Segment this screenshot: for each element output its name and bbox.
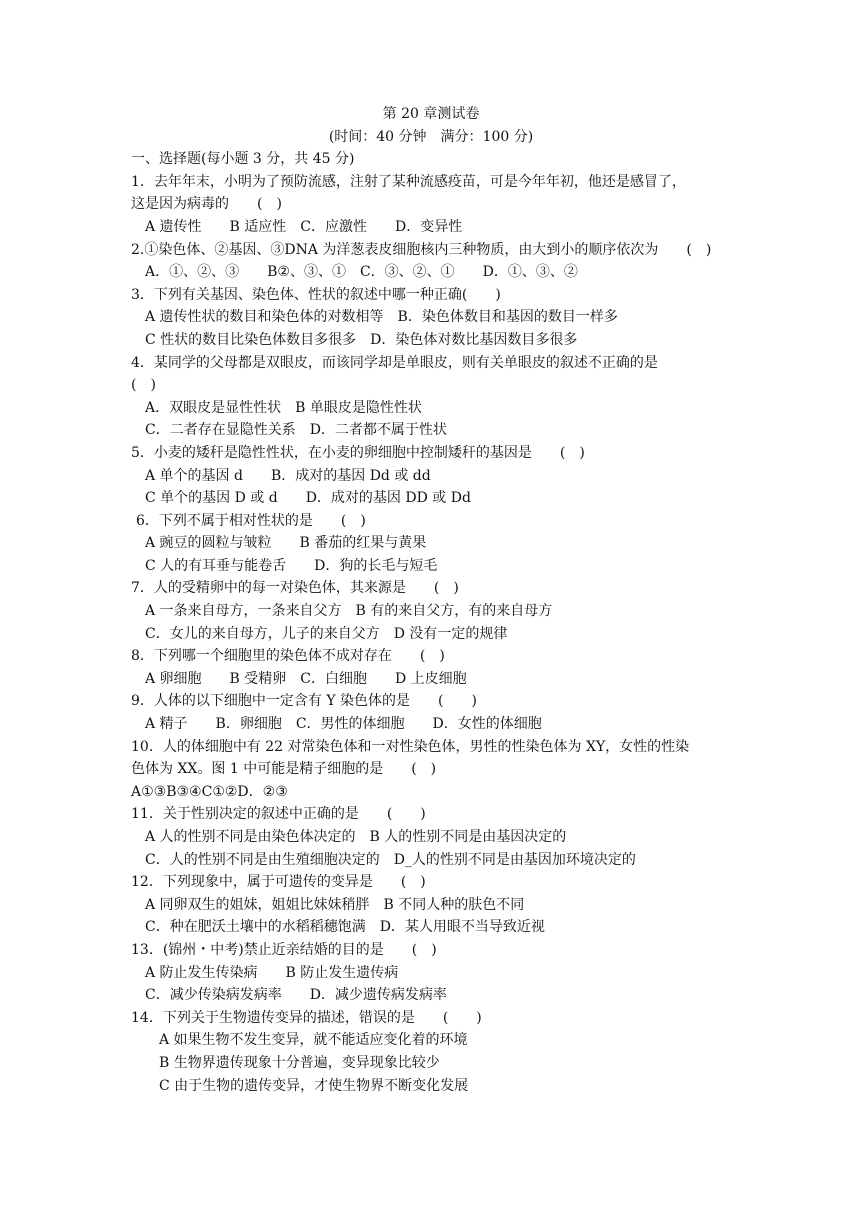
question-7-options-1: A 一条来自母方，一条来自父方 B 有的来自父方，有的来自母方 [145,603,553,620]
exam-content [131,103,731,1097]
question-10-options: A①③B③④C①②D．②③ [131,783,288,800]
question-6-line-1: 6．下列不属于相对性状的是 ( ) [136,512,366,529]
question-8-line-1: 8．下列哪一个细胞里的染色体不成对存在 ( ) [131,648,445,665]
question-10-line-1: 10．人的体细胞中有 22 对常染色体和一对性染色体，男性的性染色体为 XY，女性的性染 [131,738,690,755]
question-3-line-1: 3．下列有关基因、染色体、性状的叙述中哪一种正确( ) [131,286,501,303]
question-4-line-1: 4．某同学的父母都是双眼皮，而该同学却是单眼皮，则有关单眼皮的叙述不正确的是 [131,354,658,371]
question-14-option-c: C 由于生物的遗传变异，才使生物界不断变化发展 [159,1077,469,1094]
question-5-line-1: 5．小麦的矮秆是隐性性状，在小麦的卵细胞中控制矮秆的基因是 ( ) [131,444,585,461]
question-9-line-1: 9．人体的以下细胞中一定含有 Y 染色体的是 ( ) [131,693,477,710]
question-11-line-1: 11．关于性别决定的叙述中正确的是 ( ) [131,806,426,823]
question-3-options-2: C 性状的数目比染色体数目多很多 D．染色体对数比基因数目多很多 [145,331,578,348]
question-14-option-b: B 生物界遗传现象十分普遍，变异现象比较少 [159,1054,440,1071]
question-1-options: A 遗传性 B 适应性 C．应激性 D．变异性 [145,218,463,235]
question-7-options-2: C．女儿的来自母方，儿子的来自父方 D 没有一定的规律 [145,625,508,642]
section-heading: 一、选择题(每小题 3 分，共 45 分) [131,151,355,168]
question-5-options-1: A 单个的基因 d B．成对的基因 Dd 或 dd [145,467,431,484]
question-4-options-2: C．二者存在显隐性关系 D．二者都不属于性状 [145,422,447,439]
question-1-line-1: 1．去年年末，小明为了预防流感，注射了某种流感疫苗，可是今年年初，他还是感冒了， [131,173,686,190]
question-10-line-2: 色体为 XX。图 1 中可能是精子细胞的是 ( ) [131,761,437,778]
question-13-line-1: 13．(锦州・中考)禁止近亲结婚的目的是 ( ) [131,941,437,958]
question-4-line-2: ( ) [131,377,156,394]
question-4-options-1: A．双眼皮是显性性状 B 单眼皮是隐性性状 [145,399,422,416]
question-5-options-2: C 单个的基因 D 或 d D．成对的基因 DD 或 Dd [145,490,471,507]
question-13-options-1: A 防止发生传染病 B 防止发生遗传病 [145,964,399,981]
exam-info: (时间：40 分钟 满分：100 分) [328,128,534,145]
question-1-line-2: 这是因为病毒的 ( ) [131,196,282,213]
question-7-line-1: 7．人的受精卵中的每一对染色体，其来源是 ( ) [131,580,459,597]
question-6-options-1: A 豌豆的圆粒与皱粒 B 番茄的红果与黄果 [145,535,427,552]
question-8-options: A 卵细胞 B 受精卵 C．白细胞 D 上皮细胞 [145,670,467,687]
question-12-line-1: 12．下列现象中，属于可遗传的变异是 ( ) [131,874,426,891]
question-11-options-1: A 人的性别不同是由染色体决定的 B 人的性别不同是由基因决定的 [145,829,567,845]
question-2-options: A．①、②、③ B②、③、① C．③、②、① D．①、③、② [145,264,578,281]
question-9-options: A 精子 B．卵细胞 C．男性的体细胞 D．女性的体细胞 [145,716,542,733]
question-11-options-2: C．人的性别不同是由生殖细胞决定的 D_人的性别不同是由基因加环境决定的 [145,851,636,868]
page-title: 第 20 章测试卷 [382,106,480,122]
question-12-options-1: A 同卵双生的姐妹，姐姐比妹妹稍胖 B 不同人种的肤色不同 [145,896,525,913]
question-2-line-1: 2.①染色体、②基因、③DNA 为洋葱表皮细胞核内三种物质，由大到小的顺序依次为 ( ) [131,241,712,258]
question-12-options-2: C．种在肥沃土壤中的水稻稻穗饱满 D．某人用眼不当导致近视 [145,919,545,936]
question-6-options-2: C 人的有耳垂与能卷舌 D．狗的长毛与短毛 [145,557,438,574]
question-14-option-a: A 如果生物不发生变异，就不能适应变化着的环境 [159,1032,468,1049]
question-14-line-1: 14．下列关于生物遗传变异的描述，错误的是 ( ) [131,1009,482,1026]
question-13-options-2: C．减少传染病发病率 D．减少遗传病发病率 [145,987,447,1004]
question-3-options-1: A 遗传性状的数目和染色体的对数相等 B．染色体数目和基因的数目一样多 [145,309,618,326]
